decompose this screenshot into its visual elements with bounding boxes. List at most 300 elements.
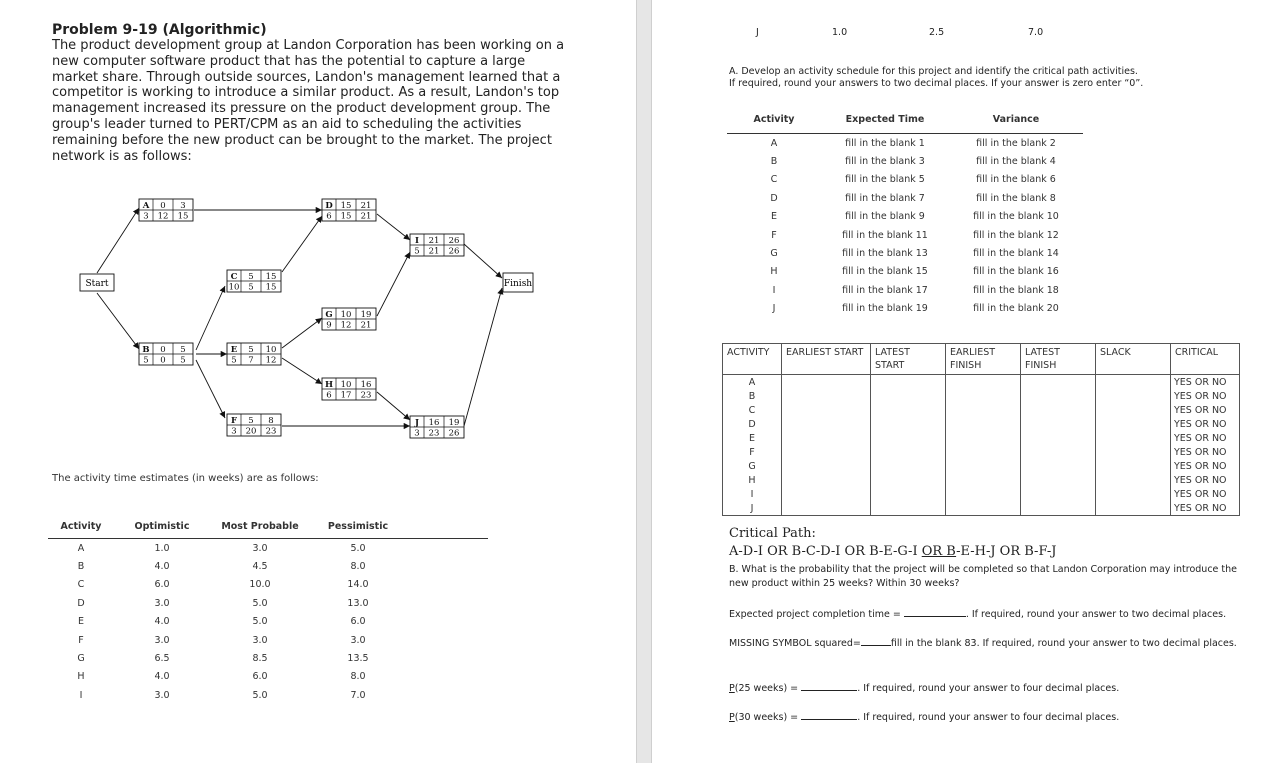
grid-slack[interactable]	[1096, 431, 1171, 445]
node-ef: 19	[448, 418, 460, 428]
sched-activity: D	[770, 192, 778, 204]
grid-latest-finish[interactable]	[1021, 459, 1096, 473]
part-a-line1: A. Develop an activity schedule for this project and identify the critical path activities.	[729, 66, 1138, 77]
sched-activity: H	[770, 266, 778, 278]
activity-nodes	[139, 199, 464, 439]
est-cell: 6.0	[350, 616, 366, 628]
node-duration: 5	[414, 246, 420, 257]
p25-line	[729, 680, 1249, 696]
node-es: 5	[248, 416, 254, 426]
node-lf: 23	[360, 390, 372, 401]
grid-slack[interactable]	[1096, 501, 1171, 516]
node-label: E	[230, 345, 238, 355]
finish-node	[503, 273, 533, 292]
grid-earliest-finish[interactable]	[946, 501, 1021, 516]
grid-earliest-start[interactable]	[782, 431, 871, 445]
node-es: 5	[248, 272, 254, 282]
node-a	[139, 199, 193, 222]
variance-input[interactable]	[861, 635, 891, 646]
grid-activity: E	[723, 431, 782, 445]
estimates-table	[48, 518, 488, 705]
node-e	[227, 343, 281, 366]
node-ef: 21	[360, 201, 372, 211]
grid-earliest-start[interactable]	[782, 473, 871, 487]
arrow-start-a	[97, 208, 139, 273]
grid-earliest-finish[interactable]	[946, 473, 1021, 487]
arrow-d-i	[377, 214, 410, 240]
expected-time-blank[interactable]: fill in the blank 13	[842, 248, 928, 260]
grid-earliest-finish[interactable]	[946, 417, 1021, 431]
expected-time-blank[interactable]: fill in the blank 17	[842, 284, 928, 296]
cp-paths-underlined: OR B	[921, 544, 957, 559]
node-es: 5	[248, 345, 254, 355]
grid-row	[723, 473, 1240, 487]
critical-path-list	[729, 544, 1057, 559]
sched-row	[727, 189, 1083, 207]
node-es: 0	[160, 201, 166, 211]
grid-activity: C	[723, 403, 782, 417]
grid-latest-start[interactable]	[871, 487, 946, 501]
grid-earliest-finish[interactable]	[946, 431, 1021, 445]
est-cell: 13.5	[347, 653, 369, 665]
grid-earliest-start[interactable]	[782, 501, 871, 516]
expected-time-blank[interactable]: fill in the blank 9	[845, 211, 925, 223]
node-es: 16	[428, 418, 440, 428]
grid-earliest-finish[interactable]	[946, 459, 1021, 473]
node-duration: 6	[326, 211, 332, 222]
grid-critical-select[interactable]: YES OR NO	[1171, 459, 1240, 473]
variance-blank[interactable]: fill in the blank 20	[973, 303, 1059, 315]
node-label: D	[325, 201, 333, 211]
expected-time-blank[interactable]: fill in the blank 7	[845, 192, 925, 204]
node-lf: 21	[360, 320, 372, 331]
grid-slack[interactable]	[1096, 487, 1171, 501]
grid-row	[723, 487, 1240, 501]
grid-earliest-start[interactable]	[782, 389, 871, 403]
est-row	[48, 686, 488, 704]
est-cont-activity: J	[756, 27, 759, 38]
variance-blank[interactable]: fill in the blank 18	[973, 284, 1059, 296]
grid-latest-start[interactable]	[871, 459, 946, 473]
grid-header-earliest-start: EARLIEST START	[782, 344, 871, 375]
est-cell: 3.0	[154, 634, 170, 646]
node-ef: 5	[180, 345, 186, 355]
grid-earliest-start[interactable]	[782, 417, 871, 431]
grid-latest-start[interactable]	[871, 445, 946, 459]
est-cell: 10.0	[249, 579, 271, 591]
grid-latest-start[interactable]	[871, 431, 946, 445]
grid-activity: J	[723, 501, 782, 516]
node-es: 21	[428, 236, 440, 246]
node-ef: 10	[265, 345, 277, 355]
est-row	[48, 649, 488, 667]
expected-completion-line	[729, 606, 1249, 622]
est-cell: D	[77, 597, 85, 609]
grid-header-latest-finish: LATEST FINISH	[1021, 344, 1096, 375]
sched-header-activity: Activity	[727, 110, 821, 134]
grid-critical-select[interactable]: YES OR NO	[1171, 403, 1240, 417]
node-j	[410, 416, 464, 439]
p30-line	[729, 709, 1249, 725]
grid-latest-finish[interactable]	[1021, 431, 1096, 445]
grid-earliest-start[interactable]	[782, 403, 871, 417]
p25-note: . If required, round your answer to four decimal places.	[857, 683, 1120, 694]
grid-header-earliest-finish: EARLIEST FINISH	[946, 344, 1021, 375]
node-duration: 3	[231, 426, 237, 437]
node-lf: 15	[177, 211, 189, 222]
node-lf: 26	[448, 246, 460, 257]
grid-critical-select[interactable]: YES OR NO	[1171, 473, 1240, 487]
problem-title: Problem 9-19 (Algorithmic)	[52, 22, 267, 38]
est-cell: C	[77, 579, 85, 591]
sched-row	[727, 152, 1083, 170]
node-duration: 5	[143, 355, 149, 366]
est-cell: 5.0	[252, 689, 268, 701]
grid-critical-select[interactable]: YES OR NO	[1171, 501, 1240, 516]
node-h	[322, 378, 376, 401]
grid-latest-finish[interactable]	[1021, 473, 1096, 487]
project-network-diagram	[0, 0, 636, 470]
sched-activity: J	[772, 303, 776, 315]
est-cell: 3.0	[252, 634, 268, 646]
grid-header-critical: CRITICAL	[1171, 344, 1240, 375]
estimates-label: The activity time estimates (in weeks) are as follows:	[52, 473, 319, 484]
node-g	[322, 308, 376, 331]
grid-row	[723, 459, 1240, 473]
node-ef: 26	[448, 236, 460, 246]
grid-activity: B	[723, 389, 782, 403]
grid-earliest-finish[interactable]	[946, 487, 1021, 501]
node-es: 10	[340, 310, 352, 320]
grid-latest-start[interactable]	[871, 403, 946, 417]
grid-earliest-finish[interactable]	[946, 403, 1021, 417]
part-a-instructions	[729, 66, 1143, 90]
grid-latest-start[interactable]	[871, 417, 946, 431]
est-row	[48, 594, 488, 612]
node-d	[322, 199, 376, 222]
node-duration: 3	[414, 428, 420, 439]
sched-row	[727, 226, 1083, 244]
node-lf: 23	[265, 426, 277, 437]
grid-header-activity: ACTIVITY	[723, 344, 782, 375]
sched-activity: I	[772, 284, 776, 296]
grid-critical-select[interactable]: YES OR NO	[1171, 389, 1240, 403]
start-node	[80, 274, 114, 291]
sched-row	[727, 281, 1083, 299]
p30-note: . If required, round your answer to four decimal places.	[857, 712, 1120, 723]
node-ef: 8	[268, 416, 274, 426]
est-row	[48, 668, 488, 686]
node-label: C	[230, 272, 238, 282]
grid-latest-start[interactable]	[871, 389, 946, 403]
est-header-most-probable: Most Probable	[210, 518, 310, 539]
grid-activity: G	[723, 459, 782, 473]
sched-row	[727, 134, 1083, 153]
cp-paths-post: -E-H-J OR B-F-J	[956, 544, 1057, 559]
node-ls: 0	[160, 355, 166, 366]
sched-activity: E	[770, 211, 777, 223]
p25-symbol: P	[729, 683, 735, 694]
est-cell: 4.5	[252, 561, 268, 573]
cp-paths-pre: A-D-I OR B-C-D-I OR B-E-G-I	[729, 544, 922, 559]
grid-slack[interactable]	[1096, 375, 1171, 390]
expected-completion-note: . If required, round your answer to two decimal places.	[965, 609, 1227, 620]
grid-earliest-start[interactable]	[782, 459, 871, 473]
est-cell: 6.0	[252, 671, 268, 683]
grid-row	[723, 445, 1240, 459]
est-cell: 1.0	[154, 542, 170, 554]
est-row	[48, 557, 488, 575]
est-cell: 8.5	[252, 653, 268, 665]
node-es: 0	[160, 345, 166, 355]
est-header-pessimistic: Pessimistic	[310, 518, 406, 539]
grid-critical-select[interactable]: YES OR NO	[1171, 417, 1240, 431]
part-a-line2: If required, round your answers to two decimal places. If your answer is zero enter “0”.	[729, 78, 1144, 89]
grid-row	[723, 403, 1240, 417]
est-cont-pessimistic: 7.0	[1028, 27, 1044, 38]
grid-critical-select[interactable]: YES OR NO	[1171, 431, 1240, 445]
est-row	[48, 576, 488, 594]
grid-row	[723, 431, 1240, 445]
est-cell: 4.0	[154, 616, 170, 628]
node-ls: 12	[340, 320, 352, 331]
node-ef: 16	[360, 380, 372, 390]
node-ls: 23	[428, 428, 440, 439]
node-ef: 15	[265, 272, 277, 282]
node-duration: 9	[326, 320, 332, 331]
node-lf: 15	[265, 282, 277, 293]
expected-time-blank[interactable]: fill in the blank 1	[845, 137, 925, 149]
grid-latest-start[interactable]	[871, 473, 946, 487]
node-ls: 5	[248, 282, 254, 293]
node-label: J	[414, 418, 420, 428]
node-label: F	[230, 416, 238, 426]
est-cell: 3.0	[350, 634, 366, 646]
p30-input[interactable]	[801, 709, 857, 720]
est-header-optimistic: Optimistic	[114, 518, 210, 539]
node-duration: 6	[326, 390, 332, 401]
est-cell: 7.0	[350, 689, 366, 701]
grid-activity: H	[723, 473, 782, 487]
finish-label: Finish	[503, 279, 533, 289]
node-lf: 12	[265, 355, 277, 366]
grid-slack[interactable]	[1096, 473, 1171, 487]
sched-activity: A	[770, 137, 778, 149]
est-cell: B	[77, 561, 85, 573]
node-label: A	[142, 201, 150, 211]
variance-blank[interactable]: fill in the blank 2	[976, 137, 1056, 149]
est-cell: 5.0	[252, 597, 268, 609]
grid-latest-finish[interactable]	[1021, 417, 1096, 431]
grid-row	[723, 389, 1240, 403]
sched-activity: C	[770, 174, 778, 186]
sched-row	[727, 300, 1083, 318]
grid-critical-select[interactable]: YES OR NO	[1171, 445, 1240, 459]
expected-time-blank[interactable]: fill in the blank 19	[842, 303, 928, 315]
activity-schedule-grid	[722, 343, 1240, 516]
expected-time-blank[interactable]: fill in the blank 15	[842, 266, 928, 278]
grid-latest-finish[interactable]	[1021, 389, 1096, 403]
est-cell: 5.0	[350, 542, 366, 554]
expected-time-blank[interactable]: fill in the blank 5	[845, 174, 925, 186]
p25-input[interactable]	[801, 680, 857, 691]
grid-activity: D	[723, 417, 782, 431]
est-cell: 14.0	[347, 579, 369, 591]
sched-header-expected: Expected Time	[821, 110, 949, 134]
sched-row	[727, 208, 1083, 226]
node-es: 10	[340, 380, 352, 390]
variance-blank[interactable]: fill in the blank 10	[973, 211, 1059, 223]
part-b-question: B. What is the probability that the project will be completed so that Landon Corporation may introduce the new product within 25 weeks? Within 30 weeks?	[729, 564, 1237, 589]
sched-row	[727, 171, 1083, 189]
est-cell: A	[77, 542, 85, 554]
grid-earliest-finish[interactable]	[946, 445, 1021, 459]
grid-activity: I	[723, 487, 782, 501]
grid-slack[interactable]	[1096, 445, 1171, 459]
grid-slack[interactable]	[1096, 417, 1171, 431]
critical-path-title: Critical Path:	[729, 526, 816, 541]
arrow-g-i	[377, 252, 410, 316]
grid-earliest-start[interactable]	[782, 375, 871, 390]
grid-earliest-finish[interactable]	[946, 389, 1021, 403]
arrow-b-f	[196, 360, 225, 418]
grid-slack[interactable]	[1096, 403, 1171, 417]
grid-latest-start[interactable]	[871, 501, 946, 516]
node-ls: 7	[248, 355, 254, 366]
sched-activity: F	[771, 229, 777, 241]
node-ls: 17	[340, 390, 352, 401]
node-f	[227, 414, 281, 437]
variance-blank[interactable]: fill in the blank 12	[973, 229, 1059, 241]
variance-blank[interactable]: fill in the blank 8	[976, 192, 1056, 204]
grid-latest-finish[interactable]	[1021, 403, 1096, 417]
arrow-i-finish	[464, 244, 502, 278]
sched-row	[727, 244, 1083, 262]
est-cell: 3.0	[154, 689, 170, 701]
grid-earliest-finish[interactable]	[946, 375, 1021, 390]
est-cont-most-probable: 2.5	[929, 27, 945, 38]
node-duration: 3	[143, 211, 149, 222]
grid-row	[723, 501, 1240, 516]
est-cell: 5.0	[252, 616, 268, 628]
node-ls: 21	[428, 246, 440, 257]
grid-latest-finish[interactable]	[1021, 445, 1096, 459]
est-cell: 6.0	[154, 579, 170, 591]
right-page	[652, 0, 1262, 763]
p30-symbol: P	[729, 712, 735, 723]
est-cell: 8.0	[350, 561, 366, 573]
variance-line	[729, 635, 1249, 651]
est-cell: H	[77, 671, 85, 683]
node-label: I	[415, 236, 419, 246]
arrow-e-h	[282, 358, 322, 384]
sched-row	[727, 263, 1083, 281]
node-c	[227, 270, 281, 293]
arrow-c-d	[282, 216, 322, 272]
node-duration: 5	[231, 355, 237, 366]
variance-blank[interactable]: fill in the blank 16	[973, 266, 1059, 278]
sched-header-variance: Variance	[949, 110, 1083, 134]
node-lf: 26	[448, 428, 460, 439]
est-cell: 8.0	[350, 671, 366, 683]
arrow-e-g	[282, 318, 322, 348]
grid-latest-finish[interactable]	[1021, 487, 1096, 501]
grid-slack[interactable]	[1096, 459, 1171, 473]
variance-blank[interactable]: fill in the blank 14	[973, 248, 1059, 260]
variance-note: fill in the blank 83. If required, round your answer to two decimal places.	[890, 638, 1237, 649]
arrow-h-j	[377, 392, 410, 420]
est-cell: 4.0	[154, 671, 170, 683]
node-ls: 20	[245, 426, 257, 437]
grid-latest-finish[interactable]	[1021, 375, 1096, 390]
est-cell: 13.0	[347, 597, 369, 609]
grid-latest-finish[interactable]	[1021, 501, 1096, 516]
est-cell: 3.0	[252, 542, 268, 554]
node-es: 15	[340, 201, 352, 211]
grid-latest-start[interactable]	[871, 375, 946, 390]
grid-header-slack: SLACK	[1096, 344, 1171, 375]
est-cell: 6.5	[154, 653, 170, 665]
node-lf: 21	[360, 211, 372, 222]
node-i	[410, 234, 464, 257]
grid-slack[interactable]	[1096, 389, 1171, 403]
expected-time-blank[interactable]: fill in the blank 3	[845, 156, 925, 168]
arrow-j-finish	[464, 288, 502, 426]
node-label: G	[325, 310, 333, 320]
grid-row	[723, 417, 1240, 431]
node-ls: 12	[157, 211, 169, 222]
sched-activity: B	[770, 156, 778, 168]
node-b	[139, 343, 193, 366]
est-row	[48, 631, 488, 649]
variance-label: MISSING SYMBOL squared=	[729, 638, 861, 649]
grid-activity: A	[723, 375, 782, 390]
grid-header-latest-start: LATEST START	[871, 344, 946, 375]
est-row	[48, 613, 488, 631]
expected-time-blank[interactable]: fill in the blank 11	[842, 229, 928, 241]
node-lf: 5	[180, 355, 186, 366]
expected-completion-input[interactable]	[904, 606, 966, 617]
node-ef: 3	[180, 201, 186, 211]
est-cont-optimistic: 1.0	[832, 27, 848, 38]
start-label: Start	[85, 279, 109, 289]
node-label: H	[324, 380, 334, 390]
variance-blank[interactable]: fill in the blank 6	[976, 174, 1056, 186]
expected-completion-label: Expected project completion time =	[729, 609, 901, 620]
grid-earliest-start[interactable]	[782, 445, 871, 459]
grid-earliest-start[interactable]	[782, 487, 871, 501]
node-duration: 10	[228, 282, 240, 293]
est-cell: F	[78, 634, 84, 646]
grid-critical-select[interactable]: YES OR NO	[1171, 375, 1240, 390]
node-ls: 15	[340, 211, 352, 222]
arrow-b-c	[196, 286, 225, 350]
sched-activity: G	[770, 248, 778, 260]
est-header-activity: Activity	[48, 518, 114, 539]
grid-row	[723, 375, 1240, 390]
problem-intro: The product development group at Landon Corporation has been working on a new computer software product that has the potential to capture a large market share. Through outside sources, Landon's management learned that a competitor is working to introduce a similar product. As a result, Landon's top management increased its pressure on the product development group. The group's leader turned to PERT/CPM as an aid to scheduling the activities remaining before the new product can be brought to the market. The project network is as follows:	[52, 38, 565, 164]
est-cell: I	[79, 689, 83, 701]
p25-label: (25 weeks) =	[734, 683, 799, 694]
est-cell: G	[77, 653, 85, 665]
arrow-start-b	[97, 293, 139, 349]
page-divider	[636, 0, 652, 763]
est-cell: E	[77, 616, 84, 628]
variance-blank[interactable]: fill in the blank 4	[976, 156, 1056, 168]
expected-time-table	[727, 110, 1083, 318]
grid-critical-select[interactable]: YES OR NO	[1171, 487, 1240, 501]
est-cell: 3.0	[154, 597, 170, 609]
